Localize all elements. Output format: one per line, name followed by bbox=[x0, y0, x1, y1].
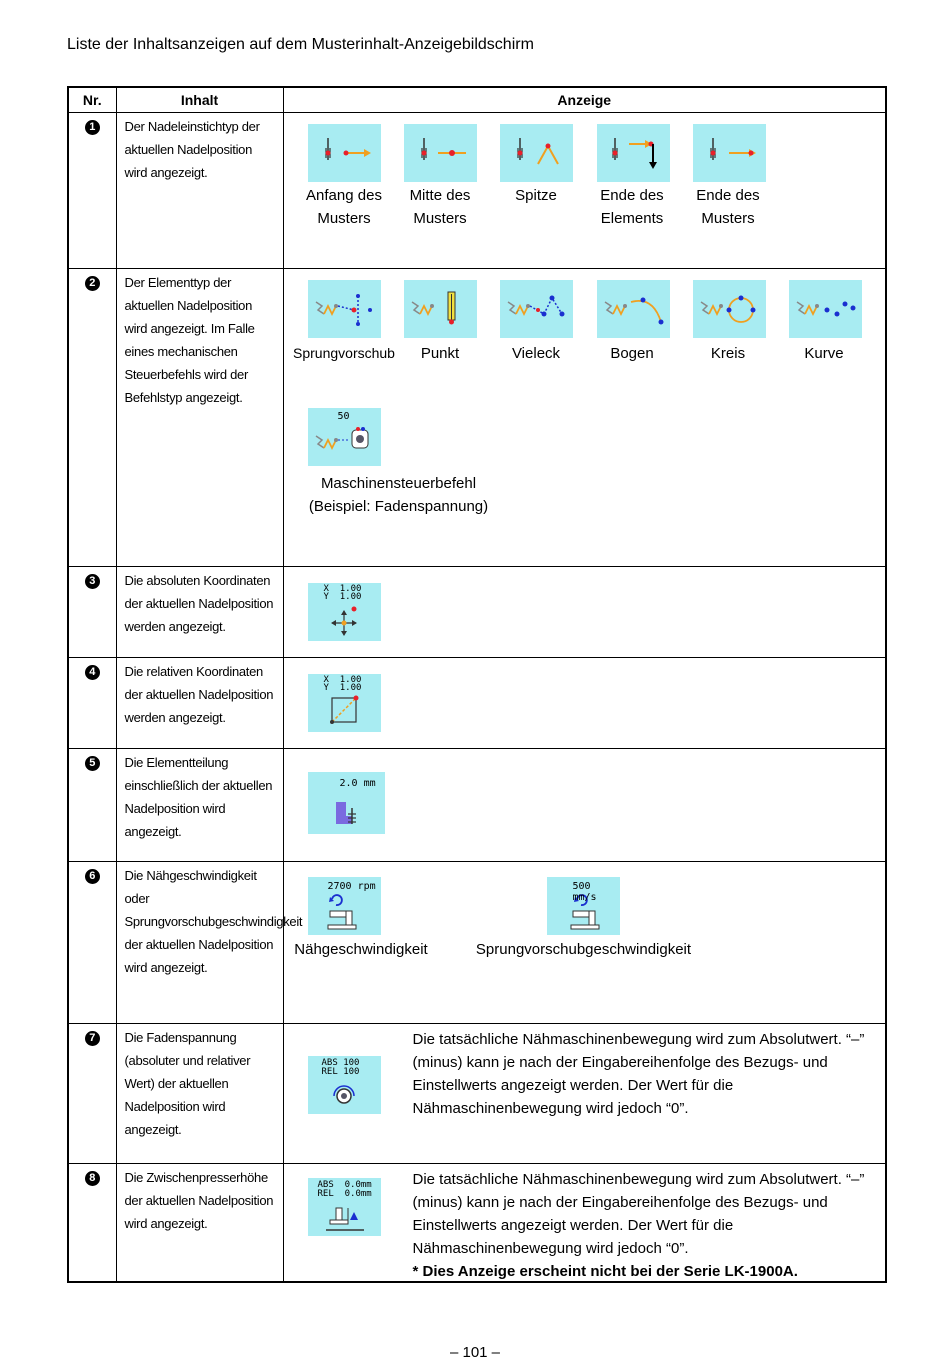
icon-label: Bogen bbox=[610, 345, 654, 362]
row-display bbox=[283, 749, 886, 862]
sewing-speed-icon bbox=[308, 877, 381, 935]
table-row bbox=[68, 658, 886, 749]
thread-tension-icon: ABS 100 REL 100 bbox=[308, 1056, 381, 1114]
row-content: Der Nadeleinstichtyp der aktuellen Nadelposition wird angezeigt. bbox=[116, 113, 283, 269]
abs-value: 100 bbox=[343, 1058, 360, 1068]
y-value: 1.00 bbox=[339, 592, 362, 602]
icon-label: Sprungvorschub bbox=[293, 345, 395, 361]
feed-icon bbox=[308, 280, 381, 338]
row-content: Die absoluten Koordinaten der aktuellen Nadelposition werden angezeigt. bbox=[116, 567, 283, 658]
row-content: Der Elementtyp der aktuellen Nadelposition wird angezeigt. Im Falle eines mechanischen Steuerbefehls wird der Befehlstyp angezeigt. bbox=[116, 269, 283, 567]
row-display bbox=[283, 567, 886, 658]
icon-label: Sprungvorschubgeschwindigkeit bbox=[475, 941, 692, 958]
icon-label: Punkt bbox=[420, 345, 460, 362]
arc-icon bbox=[597, 280, 670, 338]
row-number: 2 bbox=[85, 276, 100, 291]
end-of-pattern-icon bbox=[693, 124, 766, 182]
icon-label: Ende des Elements bbox=[600, 187, 664, 227]
rel-value: 100 bbox=[343, 1067, 360, 1077]
row-display bbox=[283, 1024, 886, 1164]
table-row bbox=[68, 113, 886, 269]
circle-icon bbox=[693, 280, 766, 338]
machine-command-icon bbox=[308, 408, 381, 466]
row-number: 8 bbox=[85, 1171, 100, 1186]
rel-value: 0.0mm bbox=[344, 1189, 372, 1199]
y-value: 1.00 bbox=[339, 683, 362, 693]
point-icon bbox=[500, 124, 573, 182]
row-number: 6 bbox=[85, 869, 100, 884]
row-number: 5 bbox=[85, 756, 100, 771]
table-row bbox=[68, 1024, 886, 1164]
icon-label: Kreis bbox=[710, 345, 746, 362]
table-header-row bbox=[68, 87, 886, 113]
row-display bbox=[283, 862, 886, 1024]
description-text: Die tatsächliche Nähmaschinenbewegung wird zum Absolutwert. “–” (minus) kann je nach der Eingabereihenfolge des Bezugs- und Einstellwerts angezeigt werden. Der Wert für die Nähmaschinenbewegung wird jedoch “0”. bbox=[412, 1171, 865, 1257]
icon-label: (Beispiel: Fadenspannung) bbox=[308, 498, 489, 515]
x-value: 1.00 bbox=[339, 584, 362, 594]
end-of-element-icon bbox=[597, 124, 670, 182]
abs-value: 0.0mm bbox=[344, 1180, 372, 1190]
icon-label: Vieleck bbox=[511, 345, 561, 362]
row-display bbox=[283, 1164, 886, 1282]
icon-label: Maschinensteuerbefehl bbox=[320, 475, 477, 492]
relative-coordinates-icon: X 1.00 Y 1.00 bbox=[308, 674, 381, 732]
page-title: Liste der Inhaltsanzeigen auf dem Musterinhalt-Anzeigebildschirm bbox=[67, 36, 534, 53]
row-number: 7 bbox=[85, 1031, 100, 1046]
row-content: Die Zwischenpresserhöhe der aktuellen Nadelposition wird angezeigt. bbox=[116, 1164, 283, 1282]
table-row bbox=[68, 567, 886, 658]
machine-command-value: 50 bbox=[337, 411, 350, 422]
icon-label: Mitte des Musters bbox=[409, 187, 471, 227]
description-text: Die tatsächliche Nähmaschinenbewegung wird zum Absolutwert. “–” (minus) kann je nach der Eingabereihenfolge des Bezugs- und Einstellwerts angezeigt werden. Der Wert für die Nähmaschinenbewegung wird jedoch “0”. bbox=[412, 1031, 865, 1117]
table-row bbox=[68, 1164, 886, 1282]
row-number: 4 bbox=[85, 665, 100, 680]
page-number: – 101 – bbox=[449, 1344, 501, 1361]
content-table bbox=[67, 86, 887, 1283]
row-content: Die Fadenspannung (absoluter und relativer Wert) der aktuellen Nadelposition wird angezeigt. bbox=[116, 1024, 283, 1164]
middle-of-pattern-icon bbox=[404, 124, 477, 182]
table-row bbox=[68, 269, 886, 567]
pitch-value: 2.0 mm bbox=[339, 778, 376, 789]
point-element-icon bbox=[404, 280, 477, 338]
row-display bbox=[283, 113, 886, 269]
intermediate-presser-icon: ABS 0.0mm REL 0.0mm bbox=[308, 1178, 381, 1236]
absolute-coordinates-icon: X 1.00 Y 1.00 bbox=[308, 583, 381, 641]
feed-speed-value: 500 mm/s bbox=[572, 881, 597, 903]
icon-label: Spitze bbox=[515, 187, 557, 204]
start-of-pattern-icon bbox=[308, 124, 381, 182]
header-nr: Nr. bbox=[68, 87, 116, 113]
row-number: 1 bbox=[85, 120, 100, 135]
table-row bbox=[68, 749, 886, 862]
header-inhalt: Inhalt bbox=[116, 87, 283, 113]
curve-icon bbox=[789, 280, 862, 338]
series-note: * Dies Anzeige erscheint nicht bei der Serie LK-1900A. bbox=[412, 1263, 798, 1280]
sewing-speed-value: 2700 rpm bbox=[327, 881, 376, 892]
icon-label: Ende des Musters bbox=[696, 187, 760, 227]
polygon-icon bbox=[500, 280, 573, 338]
row-display bbox=[283, 658, 886, 749]
x-value: 1.00 bbox=[339, 675, 362, 685]
feed-speed-icon bbox=[547, 877, 620, 935]
row-content: Die relativen Koordinaten der aktuellen Nadelposition werden angezeigt. bbox=[116, 658, 283, 749]
row-content: Die Nähgeschwindigkeit oder Sprungvorschubgeschwindigkeit der aktuellen Nadelposition wird angezeigt. bbox=[116, 862, 283, 1024]
header-anzeige: Anzeige bbox=[283, 87, 886, 113]
icon-label: Nähgeschwindigkeit bbox=[294, 941, 428, 958]
icon-label: Anfang des Musters bbox=[306, 187, 382, 227]
row-number: 3 bbox=[85, 574, 100, 589]
row-display bbox=[283, 269, 886, 567]
icon-label: Kurve bbox=[804, 345, 844, 362]
pitch-icon bbox=[308, 772, 385, 834]
table-row bbox=[68, 862, 886, 1024]
row-content: Die Elementteilung einschließlich der aktuellen Nadelposition wird angezeigt. bbox=[116, 749, 283, 862]
